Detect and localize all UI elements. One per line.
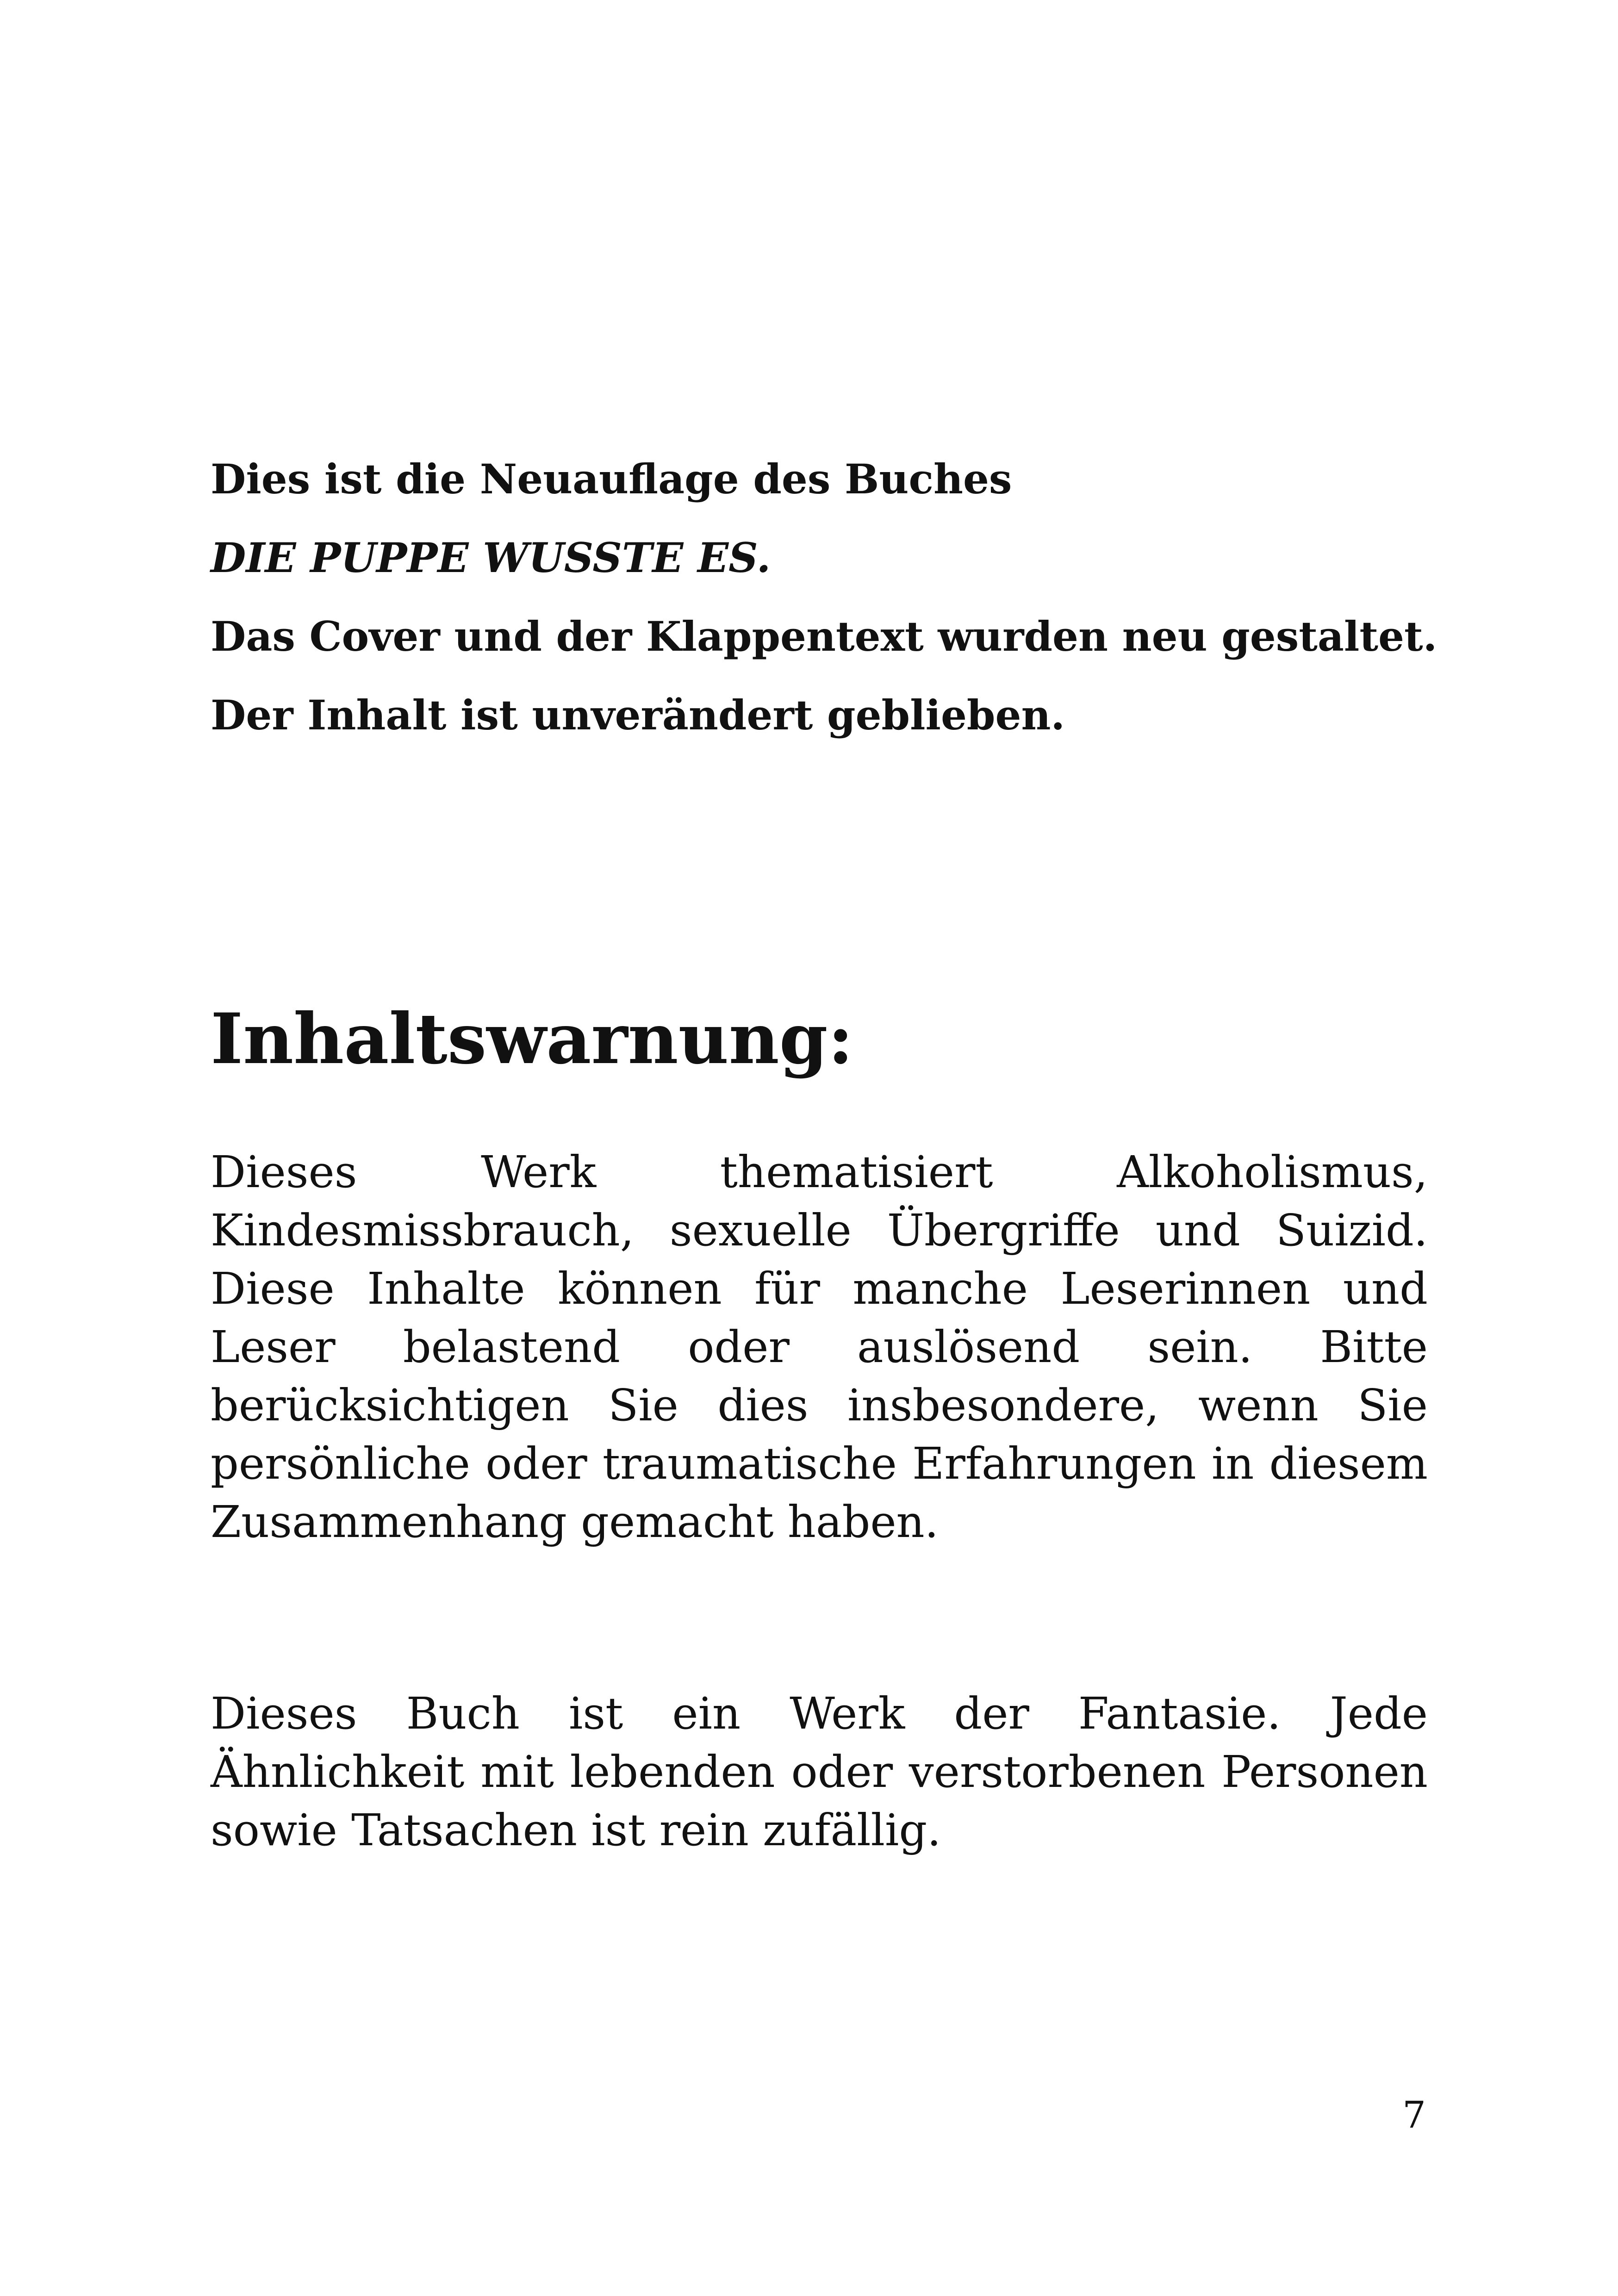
edition-note-line: Das Cover und der Klappentext wurden neu gestaltet. [211,612,1438,660]
edition-note [211,440,1438,754]
edition-note-line: Dies ist die Neuauflage des Buches [211,455,1012,503]
page-number: 7 [1402,2093,1426,2136]
content-warning-text: Dieses Werk thematisiert Alkoholismus, Kindesmissbrauch, sexuelle Übergriffe und Suizid. Diese Inhalte können für manche Leserinnen und Leser belastend oder auslösend sein. Bitte berücksichtigen Sie dies insbesondere, wenn Sie persönliche oder traumatische Erfahrungen in diesem Zusammenhang gemacht haben. [211,1147,1428,1548]
content-warning-heading: Inhaltswarnung: [211,998,853,1080]
fiction-disclaimer: Dieses Buch ist ein Werk der Fantasie. Jede Ähnlichkeit mit lebenden oder verstorbenen Personen sowie Tatsachen ist rein zufällig. [211,1688,1428,1856]
book-title: DIE PUPPE WUSSTE ES. [211,534,771,582]
edition-note-line: Der Inhalt ist unverändert geblieben. [211,691,1065,739]
